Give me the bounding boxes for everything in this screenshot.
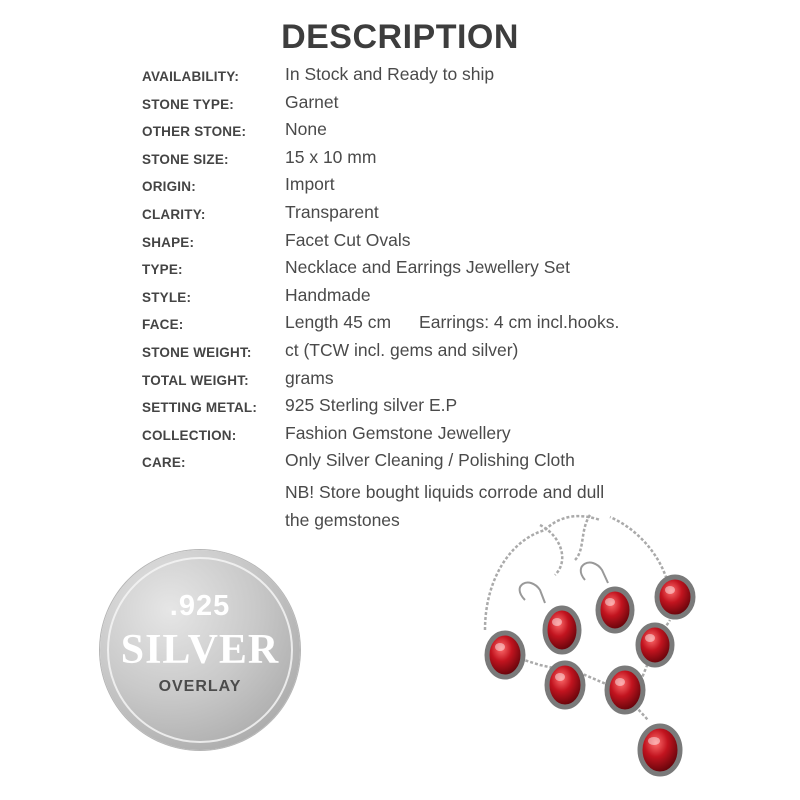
spec-value: Necklace and Earrings Jewellery Set — [285, 257, 570, 278]
spec-value: Transparent — [285, 201, 379, 222]
necklace-stone — [547, 663, 583, 707]
spec-row-clarity — [142, 200, 702, 228]
spec-value: None — [285, 119, 327, 140]
care-note-line2: the gemstones — [285, 510, 400, 530]
spec-value: In Stock and Ready to ship — [285, 64, 495, 84]
page-title: DESCRIPTION — [281, 18, 519, 56]
necklace-stone — [640, 726, 680, 774]
spec-label: COLLECTION: — [142, 427, 237, 443]
spec-label: SETTING METAL: — [142, 400, 258, 416]
spec-row-stone-type — [142, 90, 702, 118]
spec-row-face — [142, 310, 702, 338]
spec-label: SHAPE: — [142, 234, 195, 250]
necklace-stone — [657, 577, 693, 617]
necklace-stone — [638, 625, 672, 665]
spec-label: STYLE: — [142, 289, 192, 305]
spec-label: TOTAL WEIGHT: — [142, 372, 249, 388]
necklace-stone — [607, 668, 643, 712]
spec-label: STONE SIZE: — [142, 151, 229, 167]
spec-row-availability — [142, 62, 702, 90]
earring-hooks — [520, 563, 608, 603]
spec-label: ORIGIN: — [142, 179, 196, 195]
spec-value — [285, 312, 619, 333]
care-note-line1: NB! Store bought liquids corrode and dull — [285, 482, 605, 502]
face-length: Length 45 cm — [285, 312, 392, 333]
spec-value: Import — [285, 174, 335, 195]
spec-row-collection — [142, 421, 702, 449]
spec-row-stone-size — [142, 145, 702, 173]
spec-label: STONE TYPE: — [142, 96, 234, 112]
silver-overlay-badge — [100, 550, 300, 750]
spec-value: Facet Cut Ovals — [285, 229, 411, 250]
spec-value: Garnet — [285, 91, 339, 112]
badge-number: .925 — [169, 590, 231, 622]
spec-label: STONE WEIGHT: — [142, 344, 252, 360]
spec-row-stone-weight — [142, 338, 702, 366]
badge-type: OVERLAY — [158, 678, 242, 695]
spec-value: 15 x 10 mm — [285, 146, 377, 167]
spec-row-type — [142, 255, 702, 283]
spec-value: Only Silver Cleaning / Polishing Cloth — [285, 450, 575, 471]
spec-row-style — [142, 283, 702, 311]
earring-stone — [545, 608, 579, 652]
spec-value: 925 Sterling silver E.P — [285, 395, 458, 416]
spec-table — [142, 62, 702, 476]
spec-label: CARE: — [142, 455, 186, 471]
face-earrings: Earrings: 4 cm incl.hooks. — [419, 312, 620, 333]
spec-row-shape — [142, 228, 702, 256]
garnet-stones — [487, 577, 693, 774]
spec-label: OTHER STONE: — [142, 124, 247, 140]
spec-row-care — [142, 448, 702, 476]
spec-label: AVAILABILITY: — [142, 69, 240, 84]
spec-value: ct (TCW incl. gems and silver) — [285, 339, 519, 360]
spec-value: grams — [285, 367, 334, 388]
spec-row-total-weight — [142, 366, 702, 394]
spec-label: TYPE: — [142, 262, 183, 278]
spec-value: Fashion Gemstone Jewellery — [285, 422, 511, 443]
jewellery-photo — [470, 505, 700, 795]
spec-row-other-stone — [142, 117, 702, 145]
earring-stone — [598, 589, 632, 631]
spec-label: CLARITY: — [142, 206, 206, 222]
necklace-stone — [487, 633, 523, 677]
spec-label: FACE: — [142, 317, 184, 333]
spec-value: Handmade — [285, 284, 371, 305]
spec-row-origin — [142, 172, 702, 200]
badge-metal: SILVER — [120, 627, 280, 673]
spec-row-setting-metal — [142, 393, 702, 421]
